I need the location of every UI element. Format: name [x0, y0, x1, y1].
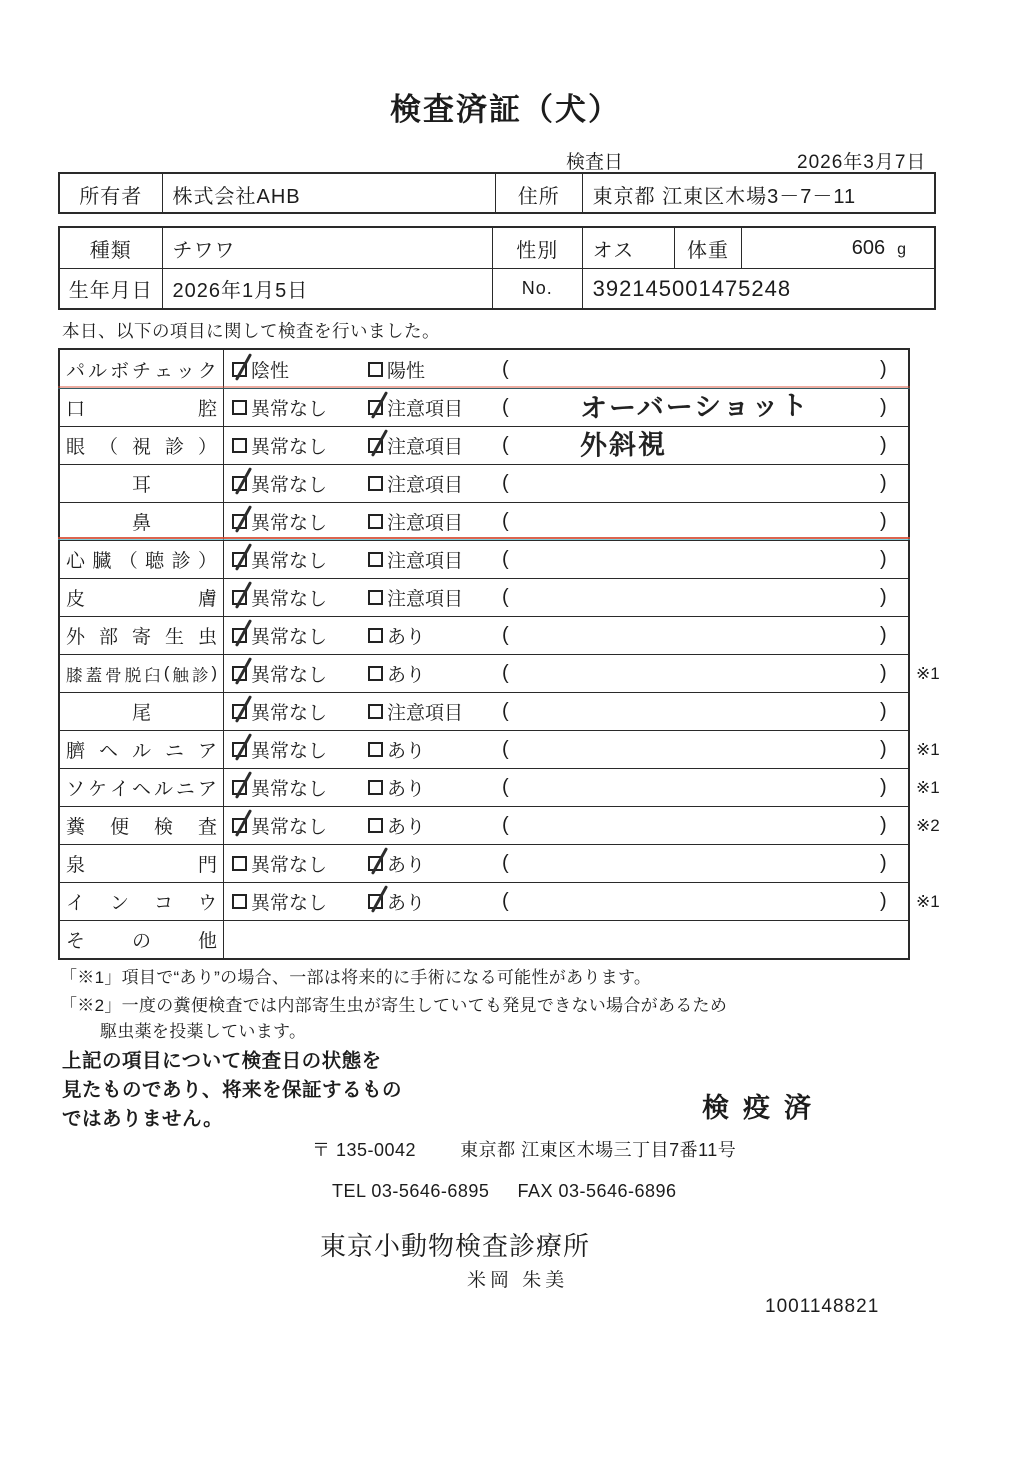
checklist-row-content [224, 503, 908, 540]
checklist-row-label: ソ ケ イ ヘ ル ニ ア [60, 769, 224, 806]
paren-close: ) [880, 586, 887, 608]
intro-line: 本日、以下の項目に関して検査を行いました。 [62, 321, 440, 341]
checklist-row [60, 654, 940, 692]
no-value: 392145001475248 [582, 269, 934, 308]
checkmark [235, 467, 252, 495]
checkbox-unchecked[interactable] [368, 704, 383, 719]
checklist-option-label: 異常なし [251, 817, 328, 838]
checklist-option [368, 350, 425, 388]
checklist-option-label: 異常なし [251, 627, 328, 648]
paren-close: ) [880, 814, 887, 836]
checklist-table [58, 348, 940, 960]
clinic-name: 東京小動物検査診療所 [320, 1231, 591, 1261]
checklist-option-label: 異常なし [251, 399, 328, 420]
weight-value: 606 [851, 236, 886, 259]
checkbox-checked[interactable] [232, 780, 247, 795]
examiner-name: 米岡 朱美 [467, 1270, 569, 1291]
checklist-option [232, 617, 327, 654]
weight-label: 体重 [674, 228, 741, 268]
checklist-row-content [224, 845, 908, 882]
checklist-option [232, 465, 327, 502]
checkbox-checked[interactable] [368, 400, 383, 415]
checklist-option [368, 655, 425, 692]
checkmark [235, 353, 252, 381]
checkbox-checked[interactable] [232, 552, 247, 567]
checklist-row-label: 口 腔 [60, 389, 224, 426]
checklist-row [60, 616, 908, 654]
paren-open: ( [502, 852, 509, 874]
paren-open: ( [502, 776, 509, 798]
checklist-option-label: 異常なし [251, 855, 328, 876]
checkmark [235, 695, 252, 723]
paren-open: ( [502, 586, 509, 608]
checklist-row-label: そ の 他 [60, 921, 224, 958]
checkbox-unchecked[interactable] [368, 476, 383, 491]
checklist-row-label: 臍 ヘ ル ニ ア [60, 731, 224, 768]
owner-value: 株式会社AHB [162, 174, 495, 214]
address-label: 住所 [495, 174, 582, 214]
checkbox-checked[interactable] [232, 818, 247, 833]
checklist-option [368, 845, 425, 882]
species-row [60, 228, 934, 268]
paren-open: ( [502, 357, 509, 380]
reference-mark: ※1 [916, 891, 940, 911]
birth-row [60, 268, 934, 308]
checkbox-unchecked[interactable] [368, 628, 383, 643]
disclaimer-line-3: ではありません。 [62, 1108, 224, 1130]
paren-close: ) [880, 738, 887, 760]
paren-open: ( [502, 814, 509, 836]
disclaimer-line-2: 見たものであり、将来を保証するもの [62, 1079, 403, 1101]
checklist-option-label: あり [387, 779, 426, 800]
checklist-row [60, 426, 908, 464]
checklist-option [232, 503, 327, 540]
paren-close: ) [880, 434, 887, 456]
paren-close: ) [880, 890, 887, 912]
checklist-option [368, 807, 425, 844]
checklist-option-label: 異常なし [251, 475, 328, 496]
checkmark [235, 771, 252, 799]
no-label: No. [492, 269, 582, 308]
paren-open: ( [502, 890, 509, 912]
checkmark [235, 809, 252, 837]
checklist-option [232, 883, 327, 920]
disclaimer-text [62, 1047, 402, 1134]
paren-close: ) [880, 548, 887, 570]
paren-close: ) [880, 700, 887, 722]
checkbox-unchecked[interactable] [368, 514, 383, 529]
checkbox-checked[interactable] [368, 438, 383, 453]
reference-mark: ※1 [916, 739, 940, 759]
weight-value-cell [741, 228, 934, 268]
paren-close: ) [880, 396, 887, 418]
checklist-option [368, 769, 425, 806]
paren-open: ( [502, 548, 509, 570]
checklist-option-label: 注意項目 [387, 703, 464, 724]
checklist-option-label: 注意項目 [387, 513, 464, 534]
checklist-row-content [224, 693, 908, 730]
handwritten-note: 外斜視 [579, 429, 668, 461]
checklist-option-label: 注意項目 [387, 589, 464, 610]
checklist-row-label: パ ル ボ チ ェ ッ ク [60, 350, 224, 388]
checklist-row [60, 540, 908, 578]
checklist-option [232, 579, 327, 616]
clinic-postal-code: 〒 135-0042 [312, 1140, 417, 1160]
checklist-row [60, 692, 908, 730]
checklist-row-content [224, 921, 908, 958]
checkbox-checked[interactable] [232, 628, 247, 643]
reference-mark: ※1 [916, 777, 940, 797]
clinic-tel-line [332, 1181, 677, 1202]
checkmark [371, 391, 388, 419]
paren-close: ) [880, 472, 887, 494]
weight-unit: g [897, 241, 906, 258]
checklist-option-label: 異常なし [251, 779, 328, 800]
checklist-row-label: イ ン コ ウ [60, 883, 224, 920]
checklist-row-content [224, 465, 908, 502]
checklist-option-label: 異常なし [251, 513, 328, 534]
checkmark [235, 581, 252, 609]
paren-open: ( [502, 662, 509, 684]
clinic-postal-line [312, 1136, 736, 1162]
checklist-option [232, 769, 327, 806]
checklist-row [60, 350, 908, 388]
checklist-row [60, 920, 908, 958]
checklist-option-label: 異常なし [251, 551, 328, 572]
checklist-option-label: 異常なし [251, 589, 328, 610]
serial-number: 1001148821 [765, 1296, 880, 1317]
checklist-option [368, 541, 463, 578]
checklist-option [368, 389, 463, 426]
checklist-row [60, 806, 940, 844]
checklist-row-content [224, 541, 908, 578]
paren-close: ) [880, 624, 887, 646]
clinic-fax: FAX 03-5646-6896 [517, 1181, 677, 1201]
checklist-row [60, 844, 908, 882]
checklist-option-label: 異常なし [251, 893, 328, 914]
checkmark [371, 429, 388, 457]
checklist-row-content [224, 579, 908, 616]
checklist-option [232, 389, 327, 426]
checklist-row [60, 768, 940, 806]
checklist-option-label: あり [387, 665, 426, 686]
checkbox-checked[interactable] [232, 666, 247, 681]
reference-mark: ※1 [916, 663, 940, 683]
paren-open: ( [502, 738, 509, 760]
checklist-row [60, 882, 940, 920]
species-label: 種類 [89, 239, 132, 262]
footnote-1: 「※1」項目で“あり”の場合、一部は将来的に手術になる可能性があります。 [60, 968, 652, 987]
checklist-option [368, 503, 463, 540]
checkbox-checked[interactable] [232, 742, 247, 757]
checklist-option [232, 807, 327, 844]
checklist-option-label: あり [387, 855, 426, 876]
checklist-row-label: 眼 （ 視 診 ） [60, 427, 224, 464]
exam-date-row [0, 147, 1011, 173]
disclaimer-line-1: 上記の項目について検査日の状態を [62, 1050, 382, 1072]
checkbox-checked[interactable] [368, 856, 383, 871]
checklist-option [232, 350, 289, 388]
checklist-option-label: 注意項目 [387, 437, 464, 458]
checkbox-unchecked[interactable] [368, 742, 383, 757]
checklist-row-content [224, 617, 908, 654]
sex-value: オス [582, 228, 675, 268]
sex-label: 性別 [492, 228, 582, 268]
checklist-row-content [224, 883, 940, 920]
checkbox-checked[interactable] [232, 476, 247, 491]
paren-open: ( [502, 396, 509, 418]
checklist-option-label: 異常なし [251, 665, 328, 686]
checklist-option [232, 845, 327, 882]
checkbox-checked[interactable] [232, 514, 247, 529]
checklist-option [368, 465, 463, 502]
checklist-row-content [224, 807, 940, 844]
exam-date-value: 2026年3月7日 [797, 152, 927, 173]
checkmark [235, 619, 252, 647]
owner-label: 所有者 [79, 185, 143, 208]
checklist-row-label: 尾 [60, 693, 224, 730]
paren-close: ) [880, 357, 887, 380]
checklist-row-label: 耳 [60, 465, 224, 502]
checklist-option-label: あり [387, 893, 426, 914]
paren-open: ( [502, 472, 509, 494]
checklist-option-label: あり [387, 741, 426, 762]
checklist-option-label: 異常なし [251, 703, 328, 724]
checkmark [235, 657, 252, 685]
checklist-option [368, 731, 425, 768]
checkbox-unchecked[interactable] [368, 780, 383, 795]
checklist-row-content [224, 350, 908, 388]
checklist-option-label: あり [387, 817, 426, 838]
checklist-option [232, 731, 327, 768]
paren-close: ) [880, 852, 887, 874]
paren-open: ( [502, 624, 509, 646]
checkmark [235, 543, 252, 571]
checklist-option [232, 693, 327, 730]
checkbox-unchecked[interactable] [368, 590, 383, 605]
checkbox-unchecked[interactable] [232, 400, 247, 415]
checklist-row-label: 外 部 寄 生 虫 [60, 617, 224, 654]
checklist-option-label: 注意項目 [387, 475, 464, 496]
checklist-row-label: 膝 蓋 骨 脱 臼 ( 触 診 ) [60, 655, 224, 692]
checklist-option [368, 883, 425, 920]
footnote-2-continued: 駆虫薬を投薬しています。 [100, 1022, 307, 1041]
checklist-row-label: 心 臓 （ 聴 診 ） [60, 541, 224, 578]
checklist-option-label: 注意項目 [387, 551, 464, 572]
clinic-address: 東京都 江東区木場三丁目7番11号 [460, 1140, 737, 1160]
paren-close: ) [880, 776, 887, 798]
checklist-option-label: 注意項目 [387, 399, 464, 420]
checklist-option [368, 579, 463, 616]
checklist-row-label: 鼻 [60, 503, 224, 540]
checkmark [371, 885, 388, 913]
checklist-option [232, 541, 327, 578]
checkbox-checked[interactable] [232, 704, 247, 719]
checklist-option-label: 陰性 [251, 360, 290, 382]
checklist-row [60, 578, 908, 616]
checklist-row [60, 730, 940, 768]
checklist-row-content [224, 427, 908, 464]
checkmark [235, 505, 252, 533]
birth-label: 生年月日 [68, 280, 153, 302]
checkbox-unchecked[interactable] [368, 552, 383, 567]
paren-close: ) [880, 662, 887, 684]
checkbox-unchecked[interactable] [368, 666, 383, 681]
checklist-row [60, 388, 908, 426]
checklist-row [60, 464, 908, 502]
page-title: 検査済証（犬） [390, 92, 621, 127]
pet-table [58, 226, 936, 310]
checklist-row-content [224, 769, 940, 806]
reference-mark: ※2 [916, 815, 940, 835]
species-value: チワワ [162, 228, 492, 268]
checkbox-unchecked[interactable] [232, 438, 247, 453]
checkbox-unchecked[interactable] [232, 856, 247, 871]
checklist-option [368, 617, 425, 654]
checklist-row-content [224, 655, 940, 692]
paren-open: ( [502, 510, 509, 532]
checklist-row-label: 糞 便 検 査 [60, 807, 224, 844]
checkbox-unchecked[interactable] [368, 362, 383, 377]
paren-open: ( [502, 700, 509, 722]
checkmark [371, 847, 388, 875]
exam-date-label: 検査日 [566, 152, 624, 173]
checklist-option [368, 427, 463, 464]
footnote-2: 「※2」一度の糞便検査では内部寄生虫が寄生していても発見できない場合があるため [60, 996, 728, 1015]
owner-table [58, 172, 936, 214]
checklist-option-label: 異常なし [251, 437, 328, 458]
checklist-row-content [224, 389, 908, 426]
handwritten-note: オーバーショット [579, 390, 810, 424]
checklist-option [368, 693, 463, 730]
clinic-tel: TEL 03-5646-6895 [332, 1181, 490, 1201]
paren-open: ( [502, 434, 509, 456]
checklist-row-label: 泉 門 [60, 845, 224, 882]
checkmark [235, 733, 252, 761]
checklist-option [232, 655, 327, 692]
checkbox-unchecked[interactable] [232, 894, 247, 909]
quarantine-stamp: 検疫済 [702, 1093, 825, 1123]
owner-row [60, 174, 934, 214]
checkbox-checked[interactable] [232, 362, 247, 377]
checkbox-checked[interactable] [232, 590, 247, 605]
checkbox-unchecked[interactable] [368, 818, 383, 833]
birth-value: 2026年1月5日 [162, 269, 493, 308]
checklist-option-label: あり [387, 627, 426, 648]
checklist-option-label: 異常なし [251, 741, 328, 762]
checklist-option-label: 陽性 [387, 360, 426, 382]
address-value: 東京都 江東区木場3－7－11 [582, 174, 934, 214]
checklist-row [60, 502, 908, 540]
checkbox-checked[interactable] [368, 894, 383, 909]
checklist-row-label: 皮 膚 [60, 579, 224, 616]
checklist-row-content [224, 731, 940, 768]
paren-close: ) [880, 510, 887, 532]
checklist-option [232, 427, 327, 464]
